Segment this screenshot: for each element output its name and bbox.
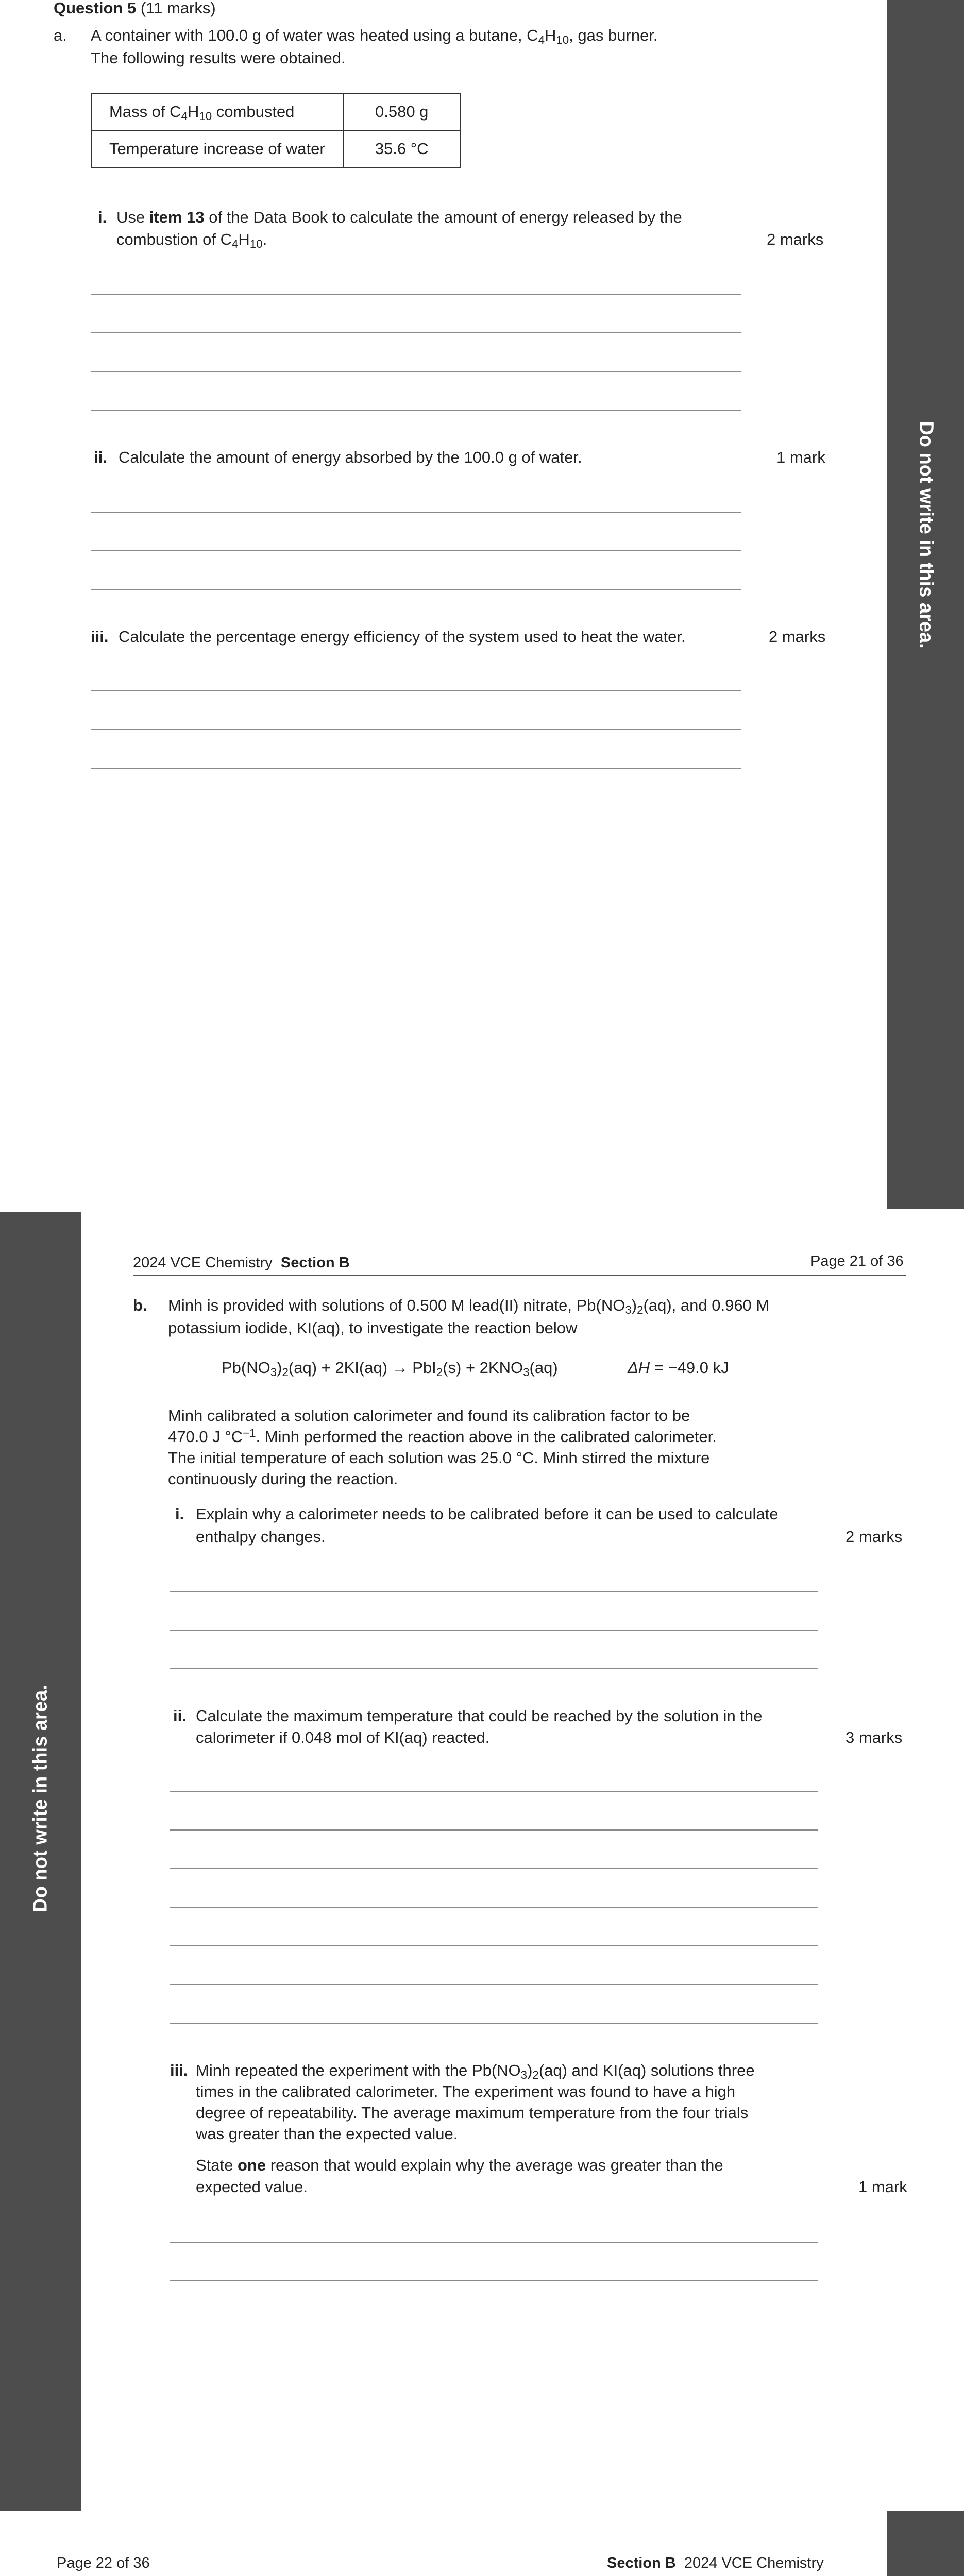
question-text: State [196, 2156, 238, 2174]
part-a-ii-text: Calculate the amount of energy absorbed by the 100.0 g of water. [119, 448, 582, 466]
question-marks: (11 marks) [140, 0, 216, 17]
part-a-i-marks: 2 marks [767, 230, 824, 248]
part-b-ii-marks: 3 marks [845, 1728, 903, 1747]
subscript: 3 [523, 1366, 530, 1379]
part-b-i-marks: 2 marks [845, 1528, 903, 1546]
question-text-bold: one [238, 2156, 266, 2174]
intro-text: A container with 100.0 g of water was heated using a butane, C [91, 26, 538, 44]
part-a-i-text-line-2 [116, 228, 267, 251]
question-text: combustion of C [116, 230, 232, 248]
subscript: 4 [538, 33, 545, 47]
answer-line[interactable] [170, 1907, 818, 1908]
subscript: 10 [199, 110, 212, 123]
part-b-iii-text-line-4: was greater than the expected value. [196, 2125, 458, 2143]
part-b-ii-text-line-2: calorimeter if 0.048 mol of KI(aq) reacted. [196, 1728, 490, 1747]
do-not-write-notice: Do not write in this area. [915, 421, 937, 649]
part-a-label: a. [54, 26, 67, 44]
subscript: 2 [282, 1366, 289, 1379]
part-b-intro-line-1 [168, 1294, 769, 1317]
subscript: 2 [637, 1303, 644, 1317]
part-b-ii-text-line-1: Calculate the maximum temperature that could be reached by the solution in the [196, 1707, 763, 1725]
answer-line[interactable] [91, 332, 741, 333]
subscript: 3 [520, 2069, 528, 2082]
question-text: Use [116, 208, 149, 226]
subscript: 4 [181, 110, 188, 123]
left-margin-bar [0, 1212, 81, 2511]
table-row [91, 93, 461, 130]
exam-name: 2024 VCE Chemistry [684, 2555, 824, 2571]
intro-text: , gas burner. [569, 26, 658, 44]
question-text: ) [527, 2061, 533, 2079]
para-text: . Minh performed the reaction above in the calibrated calorimeter. [256, 1428, 717, 1446]
question-text-bold: item 13 [149, 208, 205, 226]
part-b-para-line-3: The initial temperature of each solution was 25.0 °C. Minh stirred the mixture [168, 1449, 710, 1467]
answer-line[interactable] [170, 1829, 818, 1831]
answer-line[interactable] [91, 294, 741, 295]
superscript: −1 [243, 1426, 256, 1439]
equation-text: ) [277, 1359, 282, 1377]
equation-text: Pb(NO [222, 1359, 270, 1377]
answer-line[interactable] [91, 371, 741, 372]
answer-line[interactable] [170, 1868, 818, 1869]
answer-line[interactable] [170, 2023, 818, 2024]
header-rule [133, 1275, 906, 1276]
exam-name: 2024 VCE Chemistry [133, 1255, 273, 1271]
part-b-i-text-line-2: enthalpy changes. [196, 1528, 326, 1546]
table-cell-value: 0.580 g [343, 93, 461, 130]
delta-h-value: = −49.0 kJ [650, 1359, 729, 1377]
part-a-ii-label: ii. [94, 448, 107, 466]
section-name: Section B [280, 1255, 350, 1271]
part-a-ii-marks: 1 mark [776, 448, 825, 466]
answer-line[interactable] [170, 2242, 818, 2243]
question-text: H [238, 230, 250, 248]
answer-line[interactable] [170, 1791, 818, 1792]
do-not-write-notice: Do not write in this area. [29, 1685, 52, 1912]
results-table [91, 93, 461, 168]
part-a-iii-label: iii. [91, 628, 109, 646]
part-b-i-text-line-1: Explain why a calorimeter needs to be calibrated before it can be used to calculate [196, 1505, 779, 1523]
intro-text: Minh is provided with solutions of 0.500 M lead(II) nitrate, Pb(NO [168, 1296, 625, 1314]
answer-line[interactable] [170, 1945, 818, 1946]
part-a-iii-marks: 2 marks [769, 628, 826, 646]
para-text: 470.0 J °C [168, 1428, 243, 1446]
answer-line[interactable] [170, 1630, 818, 1631]
question-text: (aq) and KI(aq) solutions three [538, 2061, 755, 2079]
part-a-intro-line-2: The following results were obtained. [91, 49, 346, 67]
question-text: of the Data Book to calculate the amount of energy released by the [204, 208, 682, 226]
cell-text: Mass of C [109, 103, 181, 121]
answer-line[interactable] [91, 768, 741, 769]
reaction-equation [222, 1357, 558, 1379]
enthalpy-change [628, 1357, 729, 1379]
part-b-iii-text-line-2: times in the calibrated calorimeter. The experiment was found to have a high [196, 2082, 736, 2100]
question-text: reason that would explain why the average was greater than the [266, 2156, 723, 2174]
question-text: Minh repeated the experiment with the Pb(NO [196, 2061, 521, 2079]
question-heading [54, 0, 216, 20]
part-a-i-label: i. [98, 208, 107, 226]
part-b-label: b. [133, 1296, 147, 1314]
table-cell-label: Temperature increase of water [91, 130, 343, 167]
page-header-right [607, 2552, 824, 2574]
part-b-i-label: i. [175, 1505, 184, 1523]
subscript: 2 [532, 2069, 539, 2082]
subscript: 10 [249, 238, 263, 251]
part-b-iii-marks: 1 mark [858, 2178, 907, 2196]
delta-h-symbol: ΔH [628, 1359, 650, 1377]
part-b-ii-label: ii. [173, 1707, 187, 1725]
part-b-iii-text-line-1 [196, 2059, 755, 2082]
part-b-iii-text-line-3: degree of repeatability. The average maximum temperature from the four trials [196, 2104, 749, 2122]
right-margin-bar [887, 0, 964, 1209]
answer-line[interactable] [170, 1591, 818, 1592]
answer-line[interactable] [91, 690, 741, 691]
subscript: 10 [556, 33, 569, 47]
cell-text: combusted [212, 103, 295, 121]
part-a-iii-text: Calculate the percentage energy efficiency of the system used to heat the water. [119, 628, 686, 646]
part-b-iii-text-line-6: expected value. [196, 2178, 308, 2196]
answer-line[interactable] [91, 589, 741, 590]
table-cell-value: 35.6 °C [343, 130, 461, 167]
page-header-left [133, 1251, 350, 1274]
table-row [91, 130, 461, 167]
part-b-iii-label: iii. [170, 2061, 188, 2079]
section-name: Section B [607, 2555, 676, 2571]
part-b-intro-line-2: potassium iodide, KI(aq), to investigate the reaction below [168, 1319, 578, 1337]
intro-text: ) [631, 1296, 637, 1314]
answer-line[interactable] [91, 410, 741, 411]
answer-line[interactable] [170, 2280, 818, 2281]
question-title: Question 5 [54, 0, 137, 17]
question-text: . [262, 230, 267, 248]
equation-text: (aq) [529, 1359, 558, 1377]
cell-text: H [187, 103, 199, 121]
subscript: 3 [270, 1366, 277, 1379]
equation-text: (aq) + 2KI(aq) → PbI [288, 1359, 436, 1377]
answer-line[interactable] [91, 729, 741, 730]
page-number: Page 21 of 36 [810, 1253, 904, 1269]
table-cell-label [91, 93, 343, 130]
equation-text: (s) + 2KNO [443, 1359, 523, 1377]
answer-line[interactable] [170, 1984, 818, 1985]
part-b-para-line-1: Minh calibrated a solution calorimeter and found its calibration factor to be [168, 1406, 690, 1425]
part-b-para-line-2 [168, 1426, 717, 1448]
subscript: 4 [232, 238, 239, 251]
answer-line[interactable] [91, 512, 741, 513]
part-a-i-text-line-1 [116, 206, 682, 229]
answer-line[interactable] [170, 1668, 818, 1669]
intro-text: H [544, 26, 556, 44]
subscript: 3 [625, 1303, 632, 1317]
intro-text: (aq), and 0.960 M [643, 1296, 770, 1314]
part-b-iii-text-line-5 [196, 2154, 723, 2177]
part-a-intro-line-1 [91, 24, 658, 47]
page-number: Page 22 of 36 [57, 2555, 150, 2571]
answer-line[interactable] [91, 550, 741, 551]
part-b-para-line-4: continuously during the reaction. [168, 1470, 398, 1488]
subscript: 2 [436, 1366, 443, 1379]
right-margin-bar [887, 2511, 964, 2576]
